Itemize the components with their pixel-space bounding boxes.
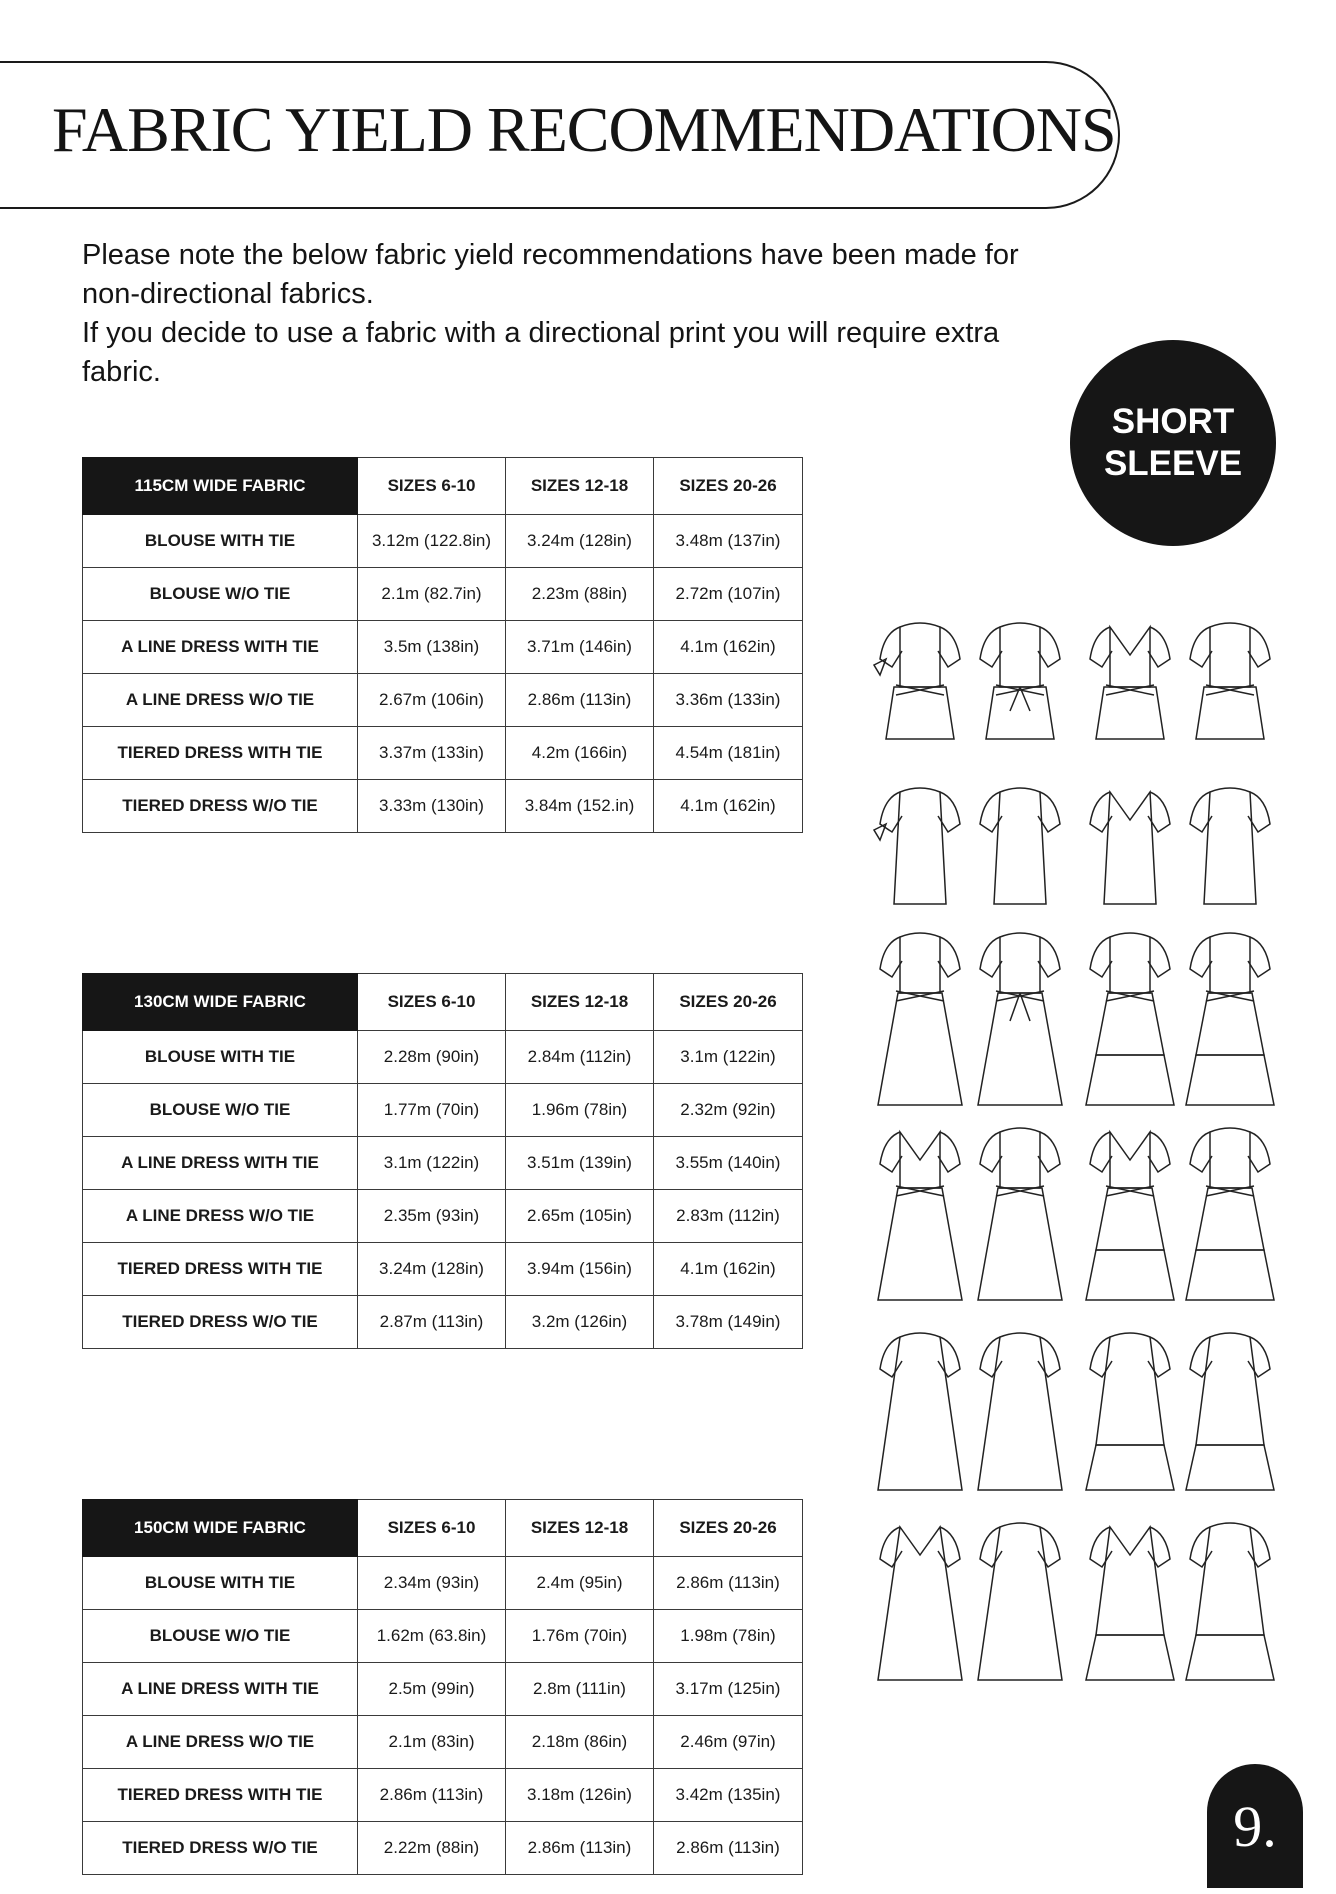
- short-sleeve-badge: [1070, 340, 1276, 546]
- garment-label: TIERED DRESS W/O TIE: [83, 1822, 358, 1875]
- garment-label: TIERED DRESS WITH TIE: [83, 1769, 358, 1822]
- garment-label: A LINE DRESS W/O TIE: [83, 674, 358, 727]
- yield-value: 2.72m (107in): [654, 568, 803, 621]
- blouse-without-tie-illustration: [870, 780, 1070, 910]
- column-header: SIZES 6-10: [358, 1500, 506, 1557]
- table-row: [83, 568, 803, 621]
- yield-value: 3.42m (135in): [654, 1769, 803, 1822]
- yield-value: 2.4m (95in): [506, 1557, 654, 1610]
- yield-value: 2.84m (112in): [506, 1031, 654, 1084]
- yield-value: 3.5m (138in): [358, 621, 506, 674]
- tiered-dress-with-tie-illustration: [1080, 925, 1280, 1110]
- table-row: [83, 1296, 803, 1349]
- page-number: 9.: [1207, 1764, 1303, 1888]
- yield-value: 2.18m (86in): [506, 1716, 654, 1769]
- table-row: [83, 621, 803, 674]
- yield-value: 2.86m (113in): [506, 674, 654, 727]
- garment-label: BLOUSE WITH TIE: [83, 1557, 358, 1610]
- a-line-dress-v-neck-with-tie-illustration: [870, 1120, 1070, 1305]
- table-row: [83, 1031, 803, 1084]
- column-header: SIZES 6-10: [358, 458, 506, 515]
- garment-label: BLOUSE WITH TIE: [83, 1031, 358, 1084]
- yield-value: 2.5m (99in): [358, 1663, 506, 1716]
- yield-value: 3.2m (126in): [506, 1296, 654, 1349]
- table-row: [83, 515, 803, 568]
- table-row: [83, 1243, 803, 1296]
- yield-value: 2.8m (111in): [506, 1663, 654, 1716]
- yield-value: 3.36m (133in): [654, 674, 803, 727]
- table-row: [83, 674, 803, 727]
- column-header: SIZES 6-10: [358, 974, 506, 1031]
- yield-value: 2.1m (83in): [358, 1716, 506, 1769]
- yield-value: 3.51m (139in): [506, 1137, 654, 1190]
- blouse-v-neck-with-tie-illustration: [1080, 615, 1280, 745]
- yield-value: 3.24m (128in): [506, 515, 654, 568]
- yield-value: 2.65m (105in): [506, 1190, 654, 1243]
- yield-value: 2.86m (113in): [654, 1557, 803, 1610]
- table-row: [83, 727, 803, 780]
- a-line-dress-without-tie-illustration: [870, 1325, 1070, 1495]
- fabric-width-header: 130CM WIDE FABRIC: [83, 974, 358, 1031]
- yield-value: 2.1m (82.7in): [358, 568, 506, 621]
- yield-value: 2.67m (106in): [358, 674, 506, 727]
- garment-label: TIERED DRESS WITH TIE: [83, 727, 358, 780]
- intro-line-1: Please note the below fabric yield recommendations have been made for non-directional fabrics.: [82, 239, 1019, 310]
- column-header: SIZES 12-18: [506, 1500, 654, 1557]
- yield-value: 2.86m (113in): [358, 1769, 506, 1822]
- yield-value: 4.54m (181in): [654, 727, 803, 780]
- yield-value: 3.1m (122in): [654, 1031, 803, 1084]
- yield-value: 1.62m (63.8in): [358, 1610, 506, 1663]
- yield-value: 4.2m (166in): [506, 727, 654, 780]
- yield-value: 3.33m (130in): [358, 780, 506, 833]
- column-header: SIZES 20-26: [654, 974, 803, 1031]
- yield-value: 2.22m (88in): [358, 1822, 506, 1875]
- garment-label: A LINE DRESS WITH TIE: [83, 1663, 358, 1716]
- column-header: SIZES 12-18: [506, 974, 654, 1031]
- yield-value: 3.55m (140in): [654, 1137, 803, 1190]
- yield-value: 2.35m (93in): [358, 1190, 506, 1243]
- yield-value: 2.28m (90in): [358, 1031, 506, 1084]
- blouse-v-neck-without-tie-illustration: [1080, 780, 1280, 910]
- yield-value: 1.96m (78in): [506, 1084, 654, 1137]
- yield-value: 2.86m (113in): [654, 1822, 803, 1875]
- garment-label: A LINE DRESS W/O TIE: [83, 1716, 358, 1769]
- table-row: [83, 1663, 803, 1716]
- table-row: [83, 1716, 803, 1769]
- garment-label: BLOUSE W/O TIE: [83, 1610, 358, 1663]
- fabric-yield-table-150cm: [82, 1499, 803, 1875]
- garment-label: BLOUSE WITH TIE: [83, 515, 358, 568]
- tiered-dress-without-tie-illustration: [1080, 1325, 1280, 1495]
- column-header: SIZES 20-26: [654, 458, 803, 515]
- yield-value: 4.1m (162in): [654, 621, 803, 674]
- garment-label: A LINE DRESS W/O TIE: [83, 1190, 358, 1243]
- garment-label: TIERED DRESS W/O TIE: [83, 780, 358, 833]
- yield-value: 4.1m (162in): [654, 780, 803, 833]
- yield-value: 3.37m (133in): [358, 727, 506, 780]
- table-row: [83, 780, 803, 833]
- yield-value: 2.86m (113in): [506, 1822, 654, 1875]
- table-header-row: [83, 1500, 803, 1557]
- badge-line-1: SHORT: [1111, 402, 1235, 441]
- badge-line-2: SLEEVE: [1103, 444, 1243, 483]
- a-line-dress-with-tie-illustration: [870, 925, 1070, 1110]
- garment-label: BLOUSE W/O TIE: [83, 568, 358, 621]
- intro-line-2: If you decide to use a fabric with a directional print you will require extra fabric.: [82, 317, 1000, 388]
- blouse-with-tie-illustration: [870, 615, 1070, 745]
- fabric-yield-table-130cm: [82, 973, 803, 1349]
- yield-value: 1.98m (78in): [654, 1610, 803, 1663]
- yield-value: 2.46m (97in): [654, 1716, 803, 1769]
- intro-text: [82, 236, 1082, 392]
- yield-value: 3.94m (156in): [506, 1243, 654, 1296]
- fabric-width-header: 150CM WIDE FABRIC: [83, 1500, 358, 1557]
- column-header: SIZES 20-26: [654, 1500, 803, 1557]
- garment-label: A LINE DRESS WITH TIE: [83, 1137, 358, 1190]
- yield-value: 3.12m (122.8in): [358, 515, 506, 568]
- table-row: [83, 1137, 803, 1190]
- yield-value: 2.87m (113in): [358, 1296, 506, 1349]
- yield-value: 1.76m (70in): [506, 1610, 654, 1663]
- yield-value: 3.18m (126in): [506, 1769, 654, 1822]
- table-row: [83, 1610, 803, 1663]
- table-row: [83, 1084, 803, 1137]
- column-header: SIZES 12-18: [506, 458, 654, 515]
- yield-value: 3.17m (125in): [654, 1663, 803, 1716]
- yield-value: 1.77m (70in): [358, 1084, 506, 1137]
- garment-label: A LINE DRESS WITH TIE: [83, 621, 358, 674]
- table-header-row: [83, 974, 803, 1031]
- a-line-dress-v-neck-without-tie-illustration: [870, 1515, 1070, 1685]
- yield-value: 2.83m (112in): [654, 1190, 803, 1243]
- table-row: [83, 1769, 803, 1822]
- yield-value: 3.48m (137in): [654, 515, 803, 568]
- tiered-dress-v-neck-with-tie-illustration: [1080, 1120, 1280, 1305]
- yield-value: 2.32m (92in): [654, 1084, 803, 1137]
- fabric-yield-table-115cm: [82, 457, 803, 833]
- yield-value: 2.23m (88in): [506, 568, 654, 621]
- table-row: [83, 1822, 803, 1875]
- yield-value: 2.34m (93in): [358, 1557, 506, 1610]
- yield-value: 4.1m (162in): [654, 1243, 803, 1296]
- garment-label: BLOUSE W/O TIE: [83, 1084, 358, 1137]
- garment-label: TIERED DRESS W/O TIE: [83, 1296, 358, 1349]
- table-row: [83, 1557, 803, 1610]
- yield-value: 3.71m (146in): [506, 621, 654, 674]
- yield-value: 3.24m (128in): [358, 1243, 506, 1296]
- table-row: [83, 1190, 803, 1243]
- garment-label: TIERED DRESS WITH TIE: [83, 1243, 358, 1296]
- fabric-width-header: 115CM WIDE FABRIC: [83, 458, 358, 515]
- tiered-dress-v-neck-without-tie-illustration: [1080, 1515, 1280, 1685]
- yield-value: 3.78m (149in): [654, 1296, 803, 1349]
- table-header-row: [83, 458, 803, 515]
- page-title: FABRIC YIELD RECOMMENDATIONS: [52, 94, 1116, 165]
- yield-value: 3.1m (122in): [358, 1137, 506, 1190]
- yield-value: 3.84m (152.in): [506, 780, 654, 833]
